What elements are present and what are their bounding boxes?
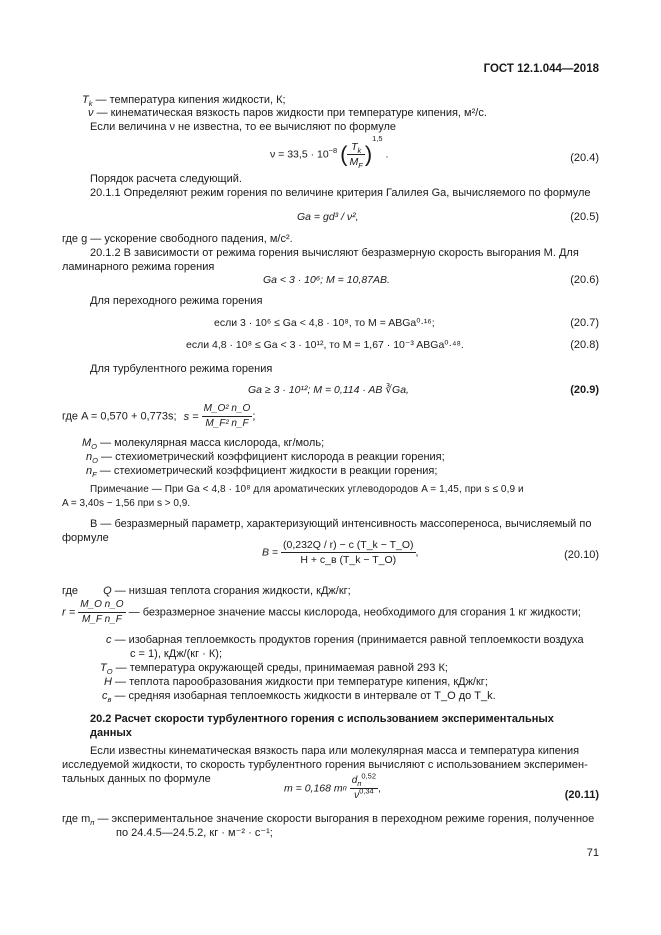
equation-label: (20.9) bbox=[570, 384, 599, 396]
equation-20-5: Ga = gd³ / ν², bbox=[297, 211, 359, 223]
def-text: — температура кипения жидкости, К; bbox=[95, 94, 286, 106]
where-Q: где Q — низшая теплота сгорания жидкости, кДж/кг; bbox=[62, 585, 351, 597]
def-symbol: ν bbox=[88, 107, 94, 119]
equation-label: (20.4) bbox=[570, 152, 599, 164]
equation-20-6: Ga < 3 · 10⁶; M = 10,87AB. bbox=[263, 274, 390, 286]
equation-label: (20.7) bbox=[570, 317, 599, 329]
paragraph-turbulent: Для турбулентного режима горения bbox=[90, 363, 273, 375]
fraction: $\frac{T_k}{M_F}$ bbox=[349, 141, 363, 171]
definition-nO: $n_O$ — стехиометрический коэффициент кислорода в реакции горения; bbox=[86, 451, 445, 466]
where-mp: где $m_п$ — экспериментальное значение скорости выгорания в переходном режиме горения, полученное bbox=[62, 813, 595, 828]
fraction-r: $\frac{\text{M\_O n\_O}}{\text{M\_F n\_F}}$ bbox=[80, 599, 124, 625]
paragraph-20-1-2: 20.1.2 В зависимости от режима горения вычисляют безразмерную скорость выгорания M. Для bbox=[90, 247, 579, 259]
section-heading-20-2: 20.2 Расчет скорости турбулентного горения с использованием экспериментальных bbox=[90, 713, 554, 725]
paragraph-nu-unknown: Если величина ν не известна, то ее вычисляют по формуле bbox=[90, 121, 397, 133]
where-A-s: где A = 0,570 + 0,773s; s = $\frac{\text{M\_O² n\_O}}{\text{M\_F² n\_F}}$ ; bbox=[62, 403, 256, 429]
def-text: — кинематическая вязкость паров жидкости при температуре кипения, м²/с. bbox=[96, 107, 487, 119]
equation-20-10: B = $\frac{(0,232Q / r) - c (T\_k - T\_O)}{H + c\_в (T\_k - T\_O)}$ , bbox=[262, 539, 419, 566]
document-header: ГОСТ 12.1.044—2018 bbox=[483, 63, 599, 75]
definition-nF: $n_F$ — стехиометрический коэффициент жидкости в реакции горения; bbox=[86, 465, 438, 480]
equation-label: (20.6) bbox=[570, 274, 599, 286]
paragraph-g: где g — ускорение свободного падения, м/с². bbox=[62, 233, 293, 245]
where-mp-cont: по 24.4.5—24.5.2, кг · м⁻² · с⁻¹; bbox=[116, 827, 273, 839]
fraction-m: $\frac{d_п^{0,52}}{\nu^{0,34}}$ bbox=[351, 771, 377, 801]
paragraph-known-3: тальных данных по формуле bbox=[62, 773, 211, 785]
paragraph-20-1-1: 20.1.1 Определяют режим горения по величине критерия Галилея Ga, вычисляемого по формуле bbox=[90, 187, 591, 199]
page-number: 71 bbox=[586, 847, 599, 859]
section-heading-20-2-cont: данных bbox=[90, 727, 132, 739]
paragraph-transition: Для переходного режима горения bbox=[90, 295, 263, 307]
paragraph-B: B — безразмерный параметр, характеризующий интенсивность массопереноса, вычисляемый по bbox=[90, 518, 592, 530]
fraction-B: $\frac{(0,232Q / r) - c (T\_k - T\_O)}{H + c\_в (T\_k - T\_O)}$ bbox=[282, 539, 414, 566]
equation-20-11: m = 0,168 mп $\frac{d_п^{0,52}}{\nu^{0,34}}$ , bbox=[284, 771, 381, 801]
equation-20-9: Ga ≥ 3 · 10¹²; M = 0,114 · AB ∛Ga, bbox=[248, 384, 409, 396]
equation-label: (20.10) bbox=[564, 549, 599, 561]
definition-c: c — изобарная теплоемкость продуктов горения (принимается равной теплоемкости воздуха bbox=[106, 634, 584, 646]
def-symbol: T bbox=[82, 94, 89, 106]
note-line-2: A = 3,40s − 1,56 при s > 0,9. bbox=[62, 498, 191, 509]
definition-TO: $T_O$ — температура окружающей среды, принимаемая равной 293 К; bbox=[100, 662, 448, 677]
paragraph-20-1-2-cont: ламинарного режима горения bbox=[62, 261, 215, 273]
equation-label: (20.11) bbox=[564, 789, 599, 801]
definition-nu bbox=[88, 106, 487, 120]
definition-MO: $M_O$ — молекулярная масса кислорода, кг/моль; bbox=[82, 437, 325, 452]
definition-H: H — теплота парообразования жидкости при температуре кипения, кДж/кг; bbox=[104, 676, 488, 688]
paragraph-order: Порядок расчета следующий. bbox=[90, 173, 242, 185]
equation-label: (20.8) bbox=[570, 339, 599, 351]
equation-20-8: если 4,8 · 10⁸ ≤ Ga < 3 · 10¹², то M = 1,67 · 10⁻³ ABGa⁰·⁴⁸. bbox=[186, 339, 464, 351]
definition-c-cont: c = 1), кДж/(кг · К); bbox=[130, 648, 222, 660]
definition-Tk: $T_k$ — температура кипения жидкости, К; bbox=[82, 94, 286, 109]
paragraph-known: Если известны кинематическая вязкость пара или молекулярная масса и температура кипения bbox=[90, 745, 580, 757]
definition-cv: $c_в$ — средняя изобарная теплоемкость жидкости в интервале от T_O до T_k. bbox=[102, 690, 496, 705]
paragraph-known-2: исследуемой жидкости, то скорость турбулентного горения вычисляют с использованием эксперимен- bbox=[62, 759, 588, 771]
paragraph-B-cont: формуле bbox=[62, 532, 109, 544]
where-r: r = $\frac{\text{M\_O n\_O}}{\text{M\_F n\_F}}$ — безразмерное значение массы кислорода, необходимого для сгорания 1 кг жидкости; bbox=[62, 599, 581, 625]
equation-label: (20.5) bbox=[570, 211, 599, 223]
note-line-1: Примечание — При Ga < 4,8 · 10⁸ для ароматических углеводородов A = 1,45, при s ≤ 0,9 и bbox=[90, 484, 524, 495]
equation-20-7: если 3 · 10⁶ ≤ Ga < 4,8 · 10⁸, то M = ABGa⁰·¹⁶; bbox=[214, 317, 435, 329]
equation-20-4: $\nu = 33,5 \cdot 10^{-8}$ ( $\frac{T_k}{M_F}$ )$^{1,5}$ . bbox=[270, 133, 389, 171]
fraction-s: $\frac{\text{M\_O² n\_O}}{\text{M\_F² n\_F}}$ bbox=[203, 403, 251, 429]
